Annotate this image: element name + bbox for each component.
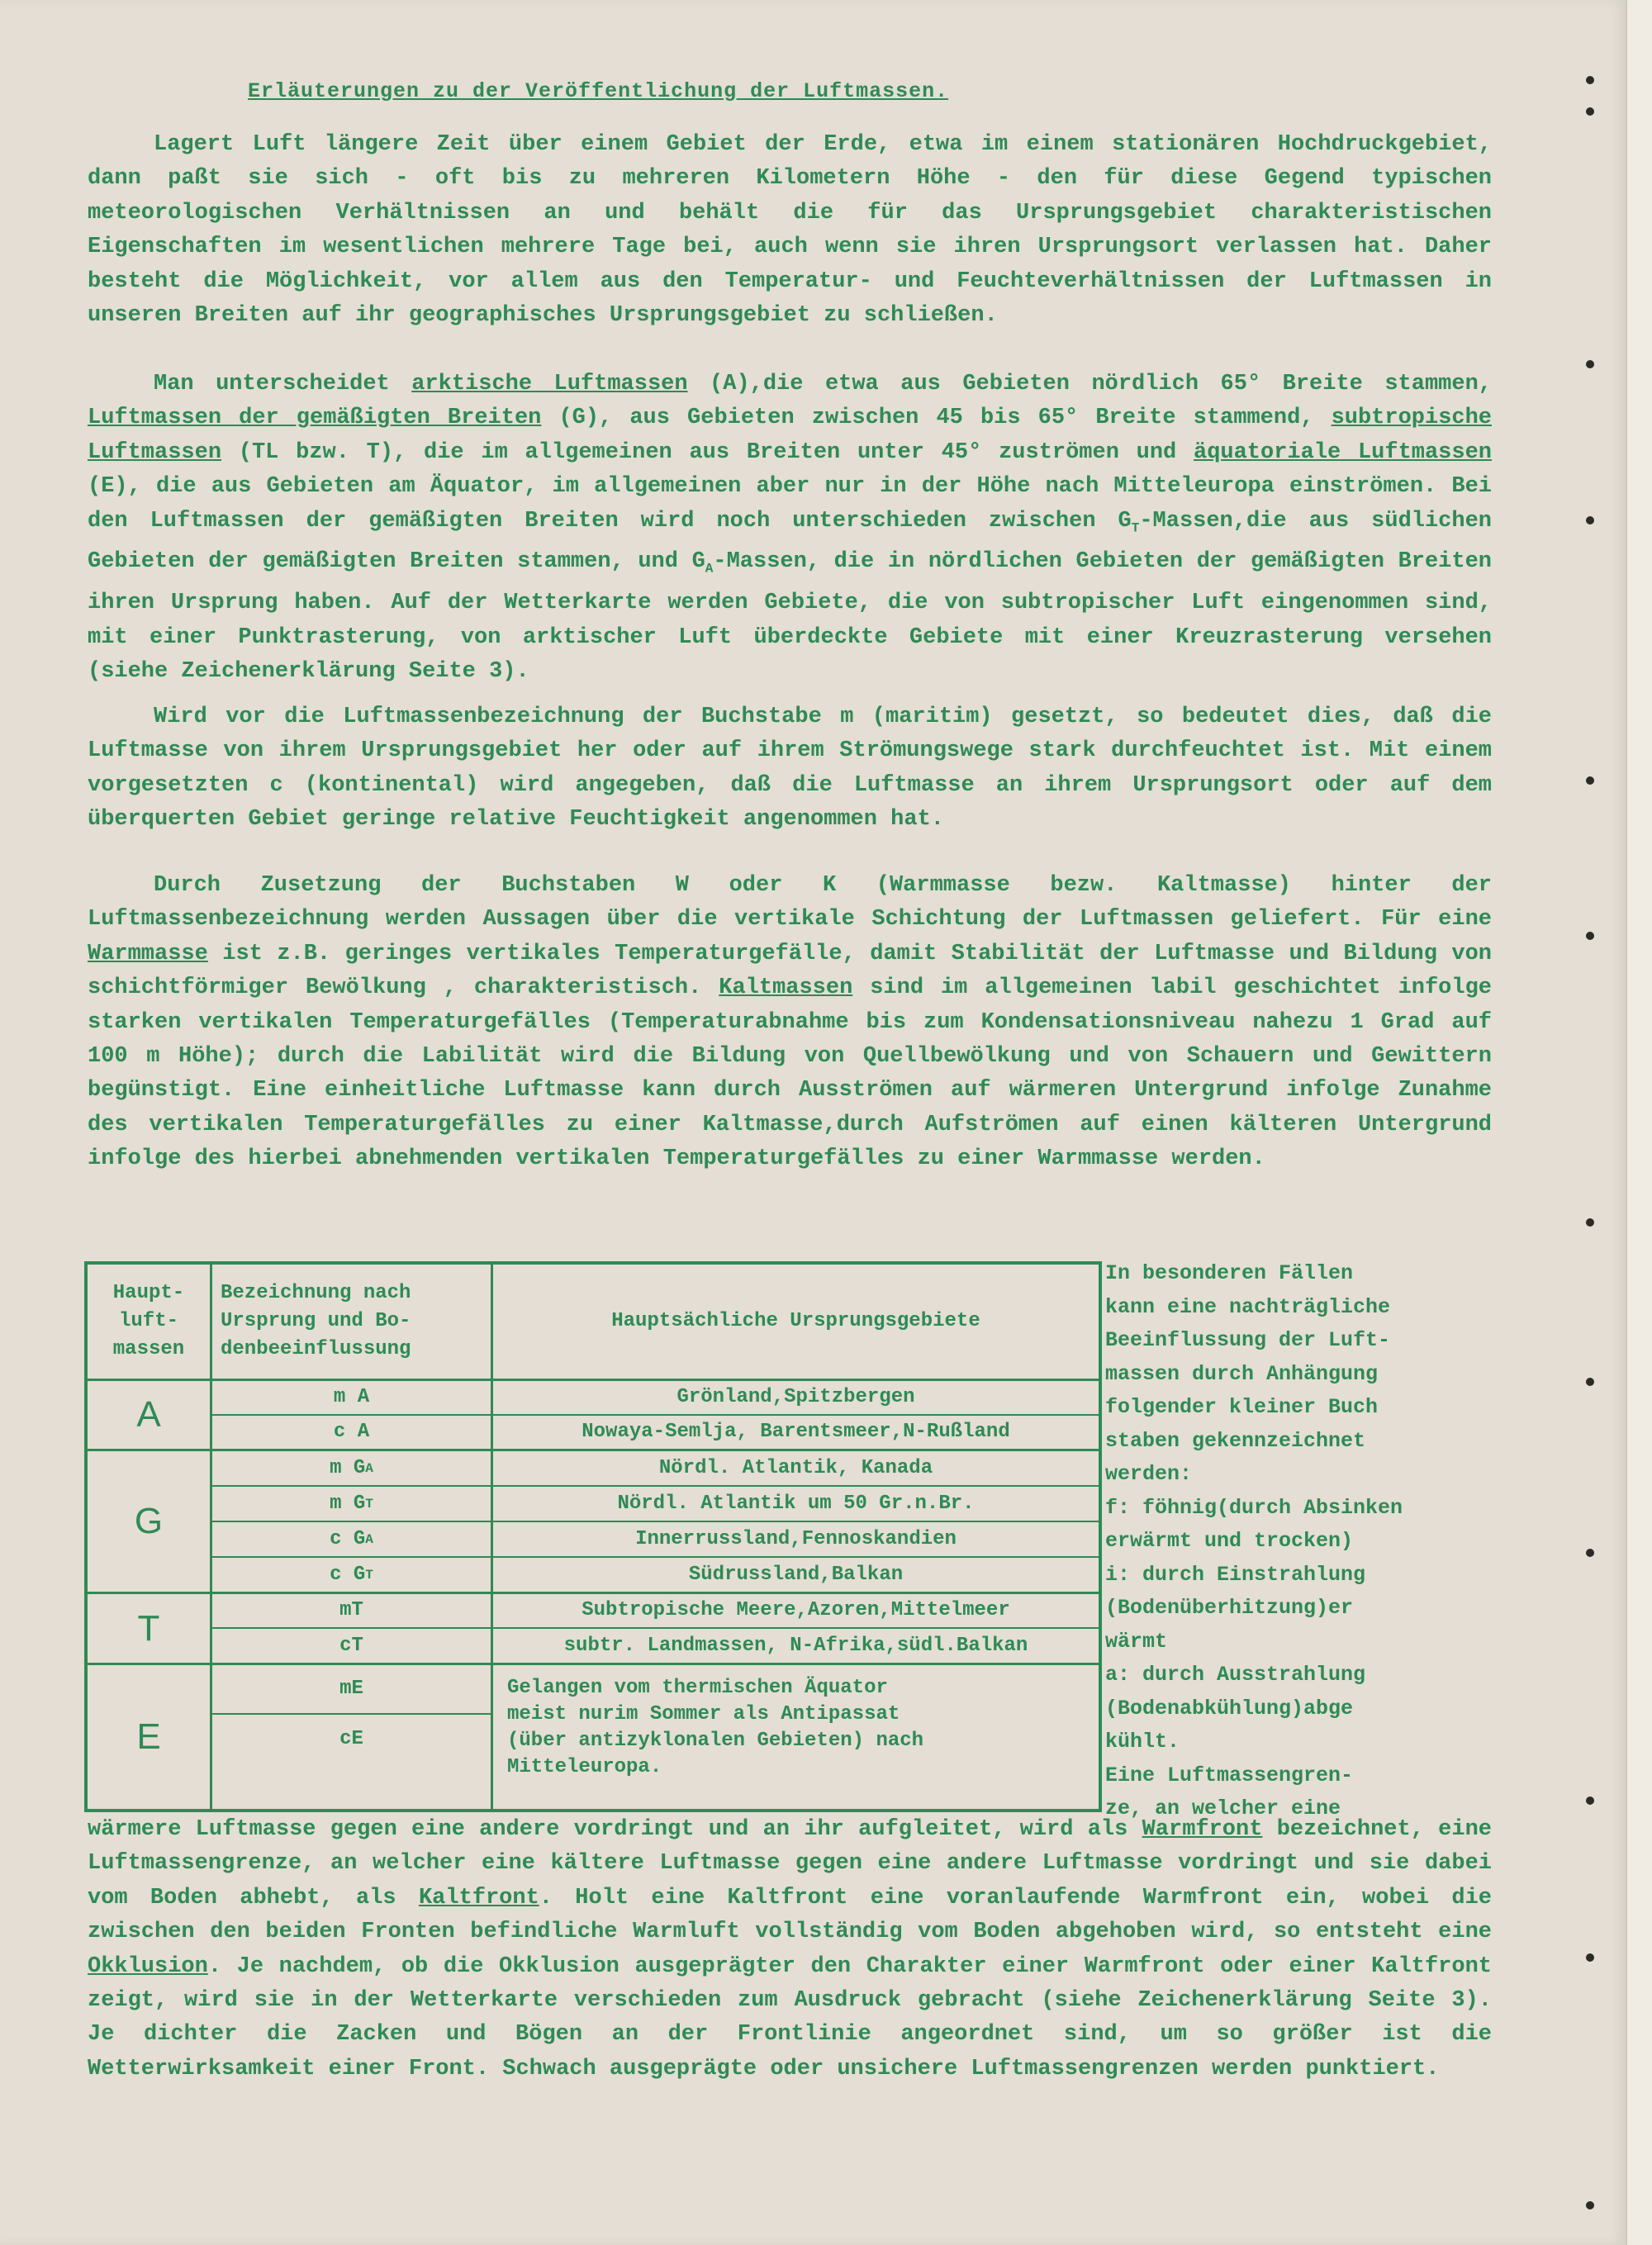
code-text: m A <box>333 1386 370 1408</box>
region-cell: Nowaya-Semlja, Barentsmeer,N-Rußland <box>582 1421 1010 1443</box>
code-subscript: A <box>365 1460 373 1476</box>
code-text: c A <box>333 1421 370 1443</box>
text-run: ist z.B. geringes vertikales Temperaturgefälle, damit Stabilität der Luftmasse und Bildung von schichtförmiger Bewölkung , charakteristisch. <box>88 941 1492 1001</box>
code-cell <box>212 1629 491 1663</box>
subscript: T <box>1131 520 1140 536</box>
text-run: bezeichnet, eine Luftmassengrenze, an welcher eine kältere Luftmasse gegen eine andere Luftmasse vordringt und sie dabei vom Boden abhebt, als <box>88 1817 1492 1910</box>
term-okklusion: Okklusion <box>88 1953 208 1979</box>
punch-hole <box>1586 1549 1594 1557</box>
code-subscript: T <box>365 1567 373 1583</box>
region-cell: Subtropische Meere,Azoren,Mittelmeer <box>582 1599 1010 1621</box>
header-main-airmass: Haupt- luft- massen <box>112 1282 185 1360</box>
punch-hole <box>1586 1796 1594 1805</box>
punch-hole <box>1586 107 1594 116</box>
paragraph-stratification <box>88 869 1492 1177</box>
punch-hole <box>1586 516 1594 524</box>
paragraph-fronts <box>88 1813 1492 2086</box>
region-cell-e: Gelangen vom thermischen Äquator meist nurim Sommer als Antipassat (über antizyklonalen Gebieten) nach Mitteleuropa. <box>507 1677 924 1778</box>
code-text: c G <box>330 1563 366 1586</box>
group-e: E <box>136 1716 161 1757</box>
text-run: (E), die aus Gebieten am Äquator, im allgemeinen aber nur in der Höhe nach Mitteleuropa einströmen. Bei den Luftmassen der gemäßigten Breiten wird noch unterschieden zwischen G <box>88 474 1492 534</box>
code-text: cT <box>339 1634 363 1657</box>
text-run: (TL bzw. T), die im allgemeinen aus Breiten unter 45° zuströmen und <box>221 439 1194 465</box>
region-cell: Südrussland,Balkan <box>688 1563 904 1586</box>
subscript: A <box>705 561 714 577</box>
code-text: cE <box>339 1728 363 1750</box>
punch-hole <box>1586 932 1594 940</box>
airmass-table <box>84 1261 1102 1812</box>
code-cell <box>212 1715 491 1764</box>
document-title: Erläuterungen zu der Veröffentlichung der Luftmassen. <box>248 79 949 103</box>
text-run: wärmere Luftmasse gegen eine andere vordringt und an ihr aufgleitet, wird als <box>88 1817 1142 1842</box>
punch-hole <box>1586 776 1594 785</box>
code-subscript: A <box>365 1531 373 1547</box>
side-note: In besonderen Fällen kann eine nachträgliche Beeinflussung der Luft- massen durch Anhängung folgender kleiner Buch staben gekennzeichnet werden: f: föhnig(durch Absinken erwärmt und trocken) i: durch Einstrahlung (Bodenüberhitzung)er wärmt a: durch Ausstrahlung (Bodenabkühlung)abge kühlt. Eine Luftmassengren- ze, an welcher eine <box>1105 1261 1403 1820</box>
group-g: G <box>134 1501 164 1541</box>
text-run: . Je nachdem, ob die Okklusion ausgeprägter den Charakter einer Warmfront oder einer Kaltfront zeigt, wird sie in der Wetterkarte verschieden zum Ausdruck gebracht (siehe Zeichenerklärung Seite 3). Je dichter die Zacken und Bögen an der Frontlinie angeordnet sind, um so größer ist die Wetterwirksamkeit einer Front. Schwach ausgeprägte oder unsichere Luftmassengrenzen werden punktiert. <box>88 1953 1492 2081</box>
paragraph-origin: Lagert Luft längere Zeit über einem Gebiet der Erde, etwa im einem stationären Hochdruckgebiet, dann paßt sie sich - oft bis zu mehreren Kilometern Höhe - den für diese Gegend typischen meteorologischen Verhältnissen an und behält die für das Ursprungsgebiet charakteristischen Eigenschaften im wesentlichen mehrere Tage bei, auch wenn sie ihren Ursprungsort verlassen hat. Daher besteht die Möglichkeit, vor allem aus den Temperatur- und Feuchteverhältnissen der Luftmassen in unseren Breiten auf ihr geographisches Ursprungsgebiet zu schließen. <box>88 132 1492 329</box>
punch-hole <box>1586 360 1594 368</box>
group-a: A <box>136 1394 161 1435</box>
paragraph-moisture: Wird vor die Luftmassenbezeichnung der Buchstabe m (maritim) gesetzt, so bedeutet dies, daß die Luftmasse von ihrem Ursprungsgebiet her oder auf ihrem Strömungswege stark durchfeuchtet ist. Mit einem vorgesetzten c (kontinental) wird angegeben, daß die Luftmasse an ihrem Ursprungsort oder auf dem überquerten Gebiet geringe relative Feuchtigkeit angenommen hat. <box>88 705 1492 833</box>
term-subtropical: subtropische Luftmassen <box>88 406 1493 465</box>
punch-hole <box>1586 1218 1594 1227</box>
term-equatorial: äquatoriale Luftmassen <box>1194 439 1492 465</box>
term-temperate: Luftmassen der gemäßigten Breiten <box>88 406 542 431</box>
term-warmfront: Warmfront <box>1142 1817 1263 1842</box>
code-cell <box>212 1451 491 1485</box>
text-run: (A),die etwa aus Gebieten nördlich 65° Breite stammen, <box>687 372 1492 396</box>
code-cell <box>212 1558 491 1592</box>
punch-hole <box>1586 1378 1594 1386</box>
text-run: Durch Zusetzung der Buchstaben W oder K (Warmmasse bezw. Kaltmasse) hinter der Luftmassenbezeichnung werden Aussagen über die vertikale Schichtung der Luftmassen geliefert. Für eine <box>88 873 1492 933</box>
code-text: m G <box>330 1492 366 1515</box>
punch-hole <box>1586 1953 1594 1962</box>
punch-hole <box>1586 2201 1594 2209</box>
text-run: (G), aus Gebieten zwischen 45 bis 65° Breite stammend, <box>541 406 1332 431</box>
code-text: mT <box>339 1599 363 1621</box>
code-cell <box>212 1416 491 1449</box>
term-kaltmassen: Kaltmassen <box>719 975 853 1001</box>
page-edge <box>1626 0 1652 2245</box>
code-subscript: T <box>365 1496 373 1512</box>
text-run: . Holt eine Kaltfront eine voranlaufende Warmfront ein, wobei die zwischen den beiden Fronten befindliche Warmluft vollständig vom Boden abgehoben wird, so entsteht eine <box>88 1885 1492 1945</box>
code-text: mE <box>339 1678 363 1700</box>
text-run: Man unterscheidet <box>154 372 412 396</box>
term-warmmasse: Warmmasse <box>88 941 208 966</box>
code-text: c G <box>330 1527 366 1550</box>
region-cell: Grönland,Spitzbergen <box>676 1386 915 1408</box>
header-designation: Bezeichnung nach Ursprung und Bo- denbeeinflussung <box>221 1282 411 1360</box>
region-cell: Innerrussland,Fennoskandien <box>635 1527 957 1550</box>
code-cell <box>212 1665 491 1713</box>
group-t: T <box>137 1607 160 1649</box>
code-cell <box>212 1522 491 1556</box>
term-arctic: arktische Luftmassen <box>411 372 688 396</box>
header-origin-regions: Hauptsächliche Ursprungsgebiete <box>611 1310 980 1332</box>
text-run: -Massen,die aus südlichen Gebieten der gemäßigten Breiten stammen, und G <box>88 508 1492 575</box>
text-run: sind im allgemeinen labil geschichtet infolge starken vertikalen Temperaturgefälles (Temperaturabnahme bis zum Kondensationsniveau nahezu 1 Grad auf 100 m Höhe); durch die Labilität wird die Bildung von Quellbewölkung und von Schauern und Gewittern begünstigt. Eine einheitliche Luftmasse kann durch Ausströmen auf wärmeren Untergrund infolge Zunahme des vertikalen Temperaturgefälles zu einer Kaltmasse,durch Aufströmen auf einen kälteren Untergrund infolge des hierbei abnehmenden vertikalen Temperaturgefälles zu einer Warmmasse werden. <box>88 975 1492 1172</box>
region-cell: Nördl. Atlantik, Kanada <box>658 1456 933 1479</box>
paragraph-classification <box>88 368 1492 689</box>
text-run: -Massen, die in nördlichen Gebieten der gemäßigten Breiten ihren Ursprung haben. Auf der Wetterkarte werden Gebiete, die von subtropischer Luft eingenommen sind, mit einer Punktrasterung, von arktischer Luft überdeckte Gebiete mit einer Kreuzrasterung versehen (siehe Zeichenerklärung Seite 3). <box>88 549 1492 685</box>
term-kaltfront: Kaltfront <box>418 1885 539 1910</box>
punch-hole <box>1586 76 1594 84</box>
region-cell: Nördl. Atlantik um 50 Gr.n.Br. <box>617 1492 975 1515</box>
code-cell <box>212 1381 491 1414</box>
region-cell: subtr. Landmassen, N-Afrika,südl.Balkan <box>563 1634 1028 1657</box>
code-cell <box>212 1487 491 1521</box>
code-cell <box>212 1594 491 1627</box>
code-text: m G <box>330 1456 366 1479</box>
